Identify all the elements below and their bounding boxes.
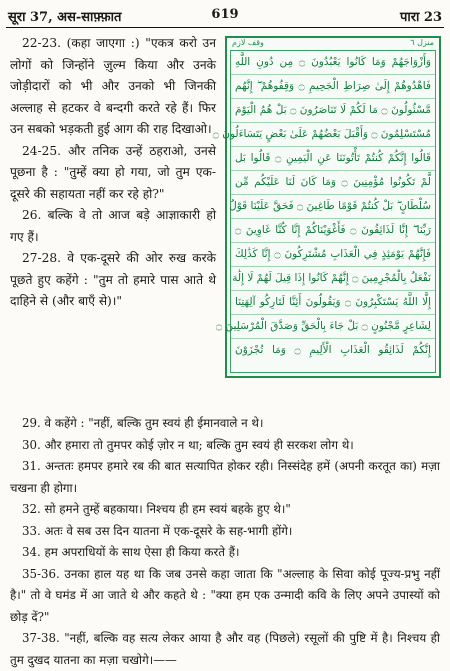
arabic-text-box: [212, 36, 441, 378]
page-number: 619: [211, 7, 239, 22]
verse-35-36: 35-36. उनका हाल यह था कि जब उनसे कहा जाता कि "अल्लाह के सिवा कोई पूज्य-प्रभु नहीं है।" तो वे घमंड में आ जाते थे और कहते थे : "क्या हम एक उन्मादी कवि के लिए अपने उपास्यों को छोड़ दें?": [10, 566, 440, 624]
verse-31: 31. अन्ततः हमपर हमारे रब की बात सत्यापित होकर रही। निस्संदेह हमें (अपनी करतूत का) मज़ा चखना ही होगा।: [10, 459, 440, 495]
arabic-line: لِشَاعِرٍ مَّجْنُونٍ ۝ بَلْ جَاءَ بِالْحَقِّ وَصَدَّقَ الْمُرْسَلِينَ ۝: [231, 315, 435, 339]
page-header: [6, 4, 444, 26]
arabic-line: نَفْعَلُ بِالْمُجْرِمِينَ ۝ إِنَّهُمْ كَانُوا إِذَا قِيلَ لَهُمْ لَا إِلَٰهَ: [231, 267, 435, 291]
verse-29: 29. वे कहेंगे : "नहीं, बल्कि तुम स्वयं ही ईमानवाले न थे।: [22, 416, 264, 430]
arabic-line: فَاهْدُوهُمْ إِلَىٰ صِرَاطِ الْجَحِيمِ ۝ وَقِفُوهُمْ ۖ إِنَّهُم: [231, 75, 435, 99]
arabic-line: رَبِّنَا ۖ إِنَّا لَذَائِقُونَ ۝ فَأَغْوَيْنَاكُمْ إِنَّا كُنَّا غَاوِينَ ۝: [231, 219, 435, 243]
arabic-line: لَّمْ تَكُونُوا مُؤْمِنِينَ ۝ وَمَا كَانَ لَنَا عَلَيْكُم مِّن: [231, 171, 435, 195]
verse-22-23: 22-23. (कहा जाएगा :) "एकत्र करो उन लोगों को जिन्होंने ज़ुल्म किया और उनके जोड़ीदारों को भी और उनको भी जिनकी अल्लाह से हटकर वे बन्दगी करते रहे हैं। फिर उन सबको भड़कती हुई आग की राह दिखाओ।: [10, 36, 216, 136]
header-rule: [6, 27, 444, 28]
verse-26: 26. बल्कि वे तो आज बड़े आज्ञाकारी हो गए हैं।: [10, 208, 216, 244]
para-label: पारा 23: [399, 10, 442, 25]
arabic-line: قَالُوا إِنَّكُمْ كُنتُمْ تَأْتُونَنَا عَنِ الْيَمِينِ ۝ قَالُوا بَل: [231, 147, 435, 171]
verse-32: 32. सो हमने तुम्हें बहकाया। निश्चय ही हम स्वयं बहके हुए थे।": [22, 502, 291, 516]
verse-37-38: 37-38. "नहीं, बल्कि वह सत्य लेकर आया है और वह (पिछले) रसूलों की पुष्टि में है। निश्चय ही तुम दुखद यातना का मज़ा चखोगे।——: [10, 631, 440, 667]
arabic-line: إِلَّا اللَّهُ يَسْتَكْبِرُونَ ۝ وَيَقُولُونَ أَئِنَّا لَتَارِكُو آلِهَتِنَا: [231, 291, 435, 315]
arabic-line: سُلْطَانٍ ۖ بَلْ كُنتُمْ قَوْمًا طَاغِينَ ۝ فَحَقَّ عَلَيْنَا قَوْلُ: [231, 195, 435, 219]
verse-27-28: 27-28. वे एक-दूसरे की ओर रुख करके पूछते हुए कहेंगे : "तुम तो हमारे पास आते थे दाहिने से (और बाएँ से)।": [10, 251, 216, 308]
left-column-text: [10, 33, 216, 313]
verse-34: 34. हम अपराधियों के साथ ऐसा ही किया करते हैं।: [22, 545, 240, 559]
arabic-line: إِنَّكُمْ لَذَائِقُو الْعَذَابِ الْأَلِيمِ ۝ وَمَا تُجْزَوْنَ: [235, 344, 431, 356]
arabic-lines: [212, 50, 436, 373]
arabic-line: وَأَزْوَاجَهُمْ وَمَا كَانُوا يَعْبُدُونَ ۝ مِن دُونِ اللَّهِ: [231, 51, 435, 75]
surah-title: सूरा 37, अस-साफ़्फ़ात: [8, 10, 122, 25]
verse-30: 30. और हमारा तो तुमपर कोई ज़ोर न था; बल्कि तुम स्वयं ही सरकश लोग थे।: [22, 437, 354, 452]
arabic-line: مَّسْئُولُونَ ۝ مَا لَكُمْ لَا تَنَاصَرُونَ ۝ بَلْ هُمُ الْيَوْمَ: [231, 99, 435, 123]
full-width-text: [10, 413, 440, 671]
verse-33: 33. अतः वे सब उस दिन यातना में एक-दूसरे के सह-भागी होंगे।: [22, 523, 293, 538]
arabic-label-right: منزل ٦: [410, 38, 434, 47]
arabic-label-left: وقف لازم: [232, 38, 264, 47]
arabic-line: مُسْتَسْلِمُونَ ۝ وَأَقْبَلَ بَعْضُهُمْ عَلَىٰ بَعْضٍ يَتَسَاءَلُونَ ۝: [231, 123, 435, 147]
arabic-line: فَإِنَّهُمْ يَوْمَئِذٍ فِي الْعَذَابِ مُشْتَرِكُونَ ۝ إِنَّا كَذَٰلِكَ: [231, 243, 435, 267]
verse-24-25: 24-25. और तनिक उन्हें ठहराओ, उनसे पूछना है : "तुम्हें क्या हो गया, जो तुम एक-दूसरे की सहायता नहीं कर रहे हो?": [10, 143, 216, 201]
